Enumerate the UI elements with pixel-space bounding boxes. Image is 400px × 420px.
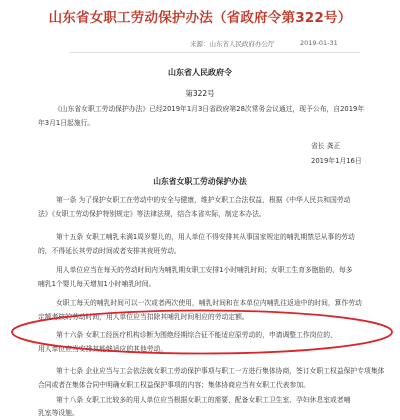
publish-date: 2019-01-31 bbox=[300, 39, 338, 47]
meta-line bbox=[0, 36, 400, 50]
article-line: 定额考核的劳动时间，用人单位应当扣除其哺乳时间相应的劳动定额。 bbox=[38, 313, 249, 321]
article-line: 第十五条 女职工哺乳未满1周岁婴儿的，用人单位不得安排其从事国家规定的哺乳期禁忌从事的劳动 bbox=[56, 233, 355, 241]
article-line: 用人单位应当在每天的劳动时间内为哺乳期女职工安排1小时哺乳时间；女职工生育多胞胎的，每多 bbox=[56, 266, 353, 274]
article-line: 第十八条 女职工比较多的用人单位应当根据女职工的需要，配备女职工卫生室、孕妇休息室或者哺 bbox=[56, 396, 351, 404]
article-line: 的，不得延长其劳动时间或者安排其夜班劳动。 bbox=[38, 247, 181, 255]
article-line: 第一条 为了保护女职工在劳动中的安全与健康，维护女职工合法权益，根据《中华人民共和国劳动 bbox=[56, 196, 351, 204]
intro-line-2: 年3月1日起施行。 bbox=[38, 119, 95, 127]
intro-line-1: 《山东省女职工劳动保护办法》已经2019年1月3日省政府第28次常务会议通过，现予公布，自2019年 bbox=[54, 105, 365, 113]
section-title: 山东省女职工劳动保护办法 bbox=[153, 177, 247, 186]
article-line: 哺乳1个婴儿每天增加1小时哺乳时间。 bbox=[38, 280, 156, 288]
page-title: 山东省女职工劳动保护办法（省政府令第322号） bbox=[48, 10, 352, 26]
issuer-heading: 山东省人民政府令 bbox=[168, 68, 232, 77]
article-line: 乳室等设施。 bbox=[38, 409, 79, 417]
divider bbox=[70, 52, 360, 53]
article-line: 女职工每天的哺乳时间可以一次或者两次使用，哺乳时间和在本单位内哺乳往返途中的时间，算作劳动 bbox=[56, 299, 362, 307]
article-line-highlighted: 用人单位应当安排其能够适应的其他劳动。 bbox=[38, 345, 168, 353]
article-line: 合同或者在集体合同中明确女职工权益保护事项的内容；集体协商应当有女职工代表参加。 bbox=[38, 381, 310, 389]
sign-date: 2019年1月16日 bbox=[311, 157, 362, 165]
source-label: 来源：山东省人民政府办公厅 bbox=[190, 40, 275, 48]
governor-signature: 省长 龚正 bbox=[311, 142, 341, 150]
order-number: 第322号 bbox=[185, 89, 215, 98]
highlight-ellipse bbox=[9, 308, 395, 356]
article-line-highlighted: 第十六条 女职工经医疗机构诊断为围绝经期综合征不能适应原劳动的，申请调整工作岗位的， bbox=[56, 331, 337, 339]
article-line: 第十七条 企业应当与工会依法就女职工劳动保护事项与职工一方进行集体协商，签订女职工权益保护专项集体 bbox=[56, 367, 385, 375]
article-line: 法》《女职工劳动保护特别规定》等法律法规，结合本省实际，制定本办法。 bbox=[38, 210, 266, 218]
